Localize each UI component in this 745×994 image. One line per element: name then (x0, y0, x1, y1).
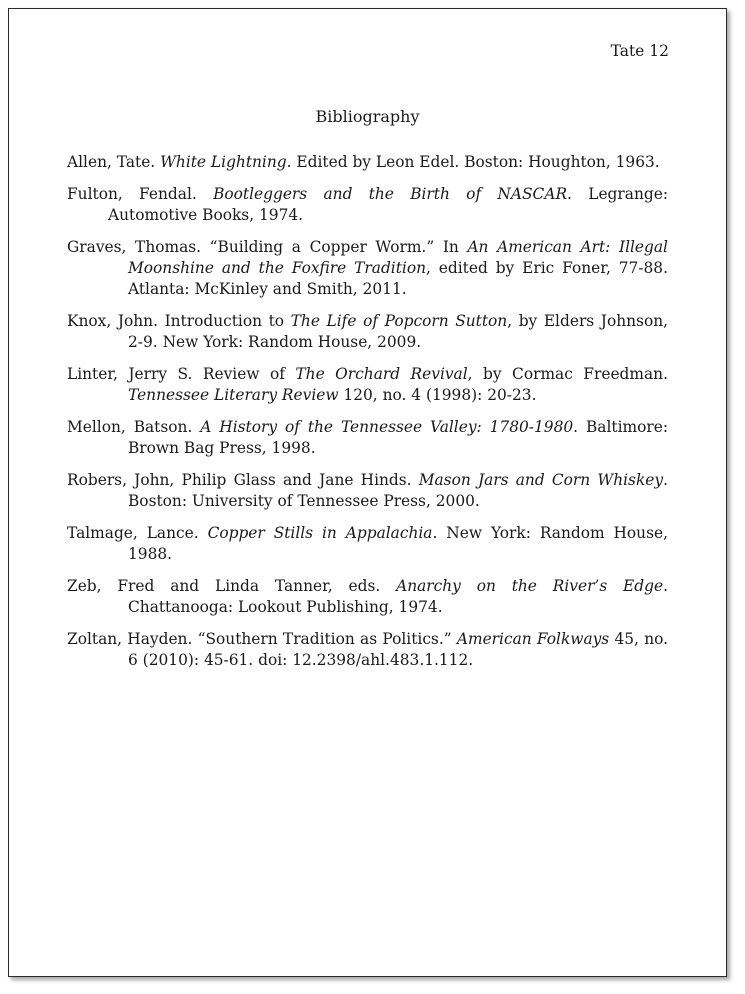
bibliography-entry (67, 576, 668, 618)
entry-text: , by Cormac Freedman. (467, 365, 668, 383)
bibliography-entry (67, 470, 668, 512)
entry-italic-title: American Folkways (456, 630, 610, 648)
bibliography-entry (67, 152, 668, 173)
entry-text: Knox, John. Introduction to (67, 312, 291, 330)
entry-text: Talmage, Lance. (67, 524, 208, 542)
entry-text: . Chattanooga: Lookout Publishing, 1974. (128, 577, 669, 616)
entry-text: Robers, John, Philip Glass and Jane Hinds. (67, 471, 419, 489)
entry-italic-title: Copper Stills in Appalachia (207, 524, 433, 542)
entry-text: Graves, Thomas. “Building a Copper Worm.” In (67, 238, 468, 256)
entry-text: Zeb, Fred and Linda Tanner, eds. (67, 577, 397, 595)
entry-text: . Legrange: Automotive Books, 1974. (108, 185, 669, 224)
entry-italic-title: Tennessee Literary Review (128, 386, 339, 404)
entry-text: , edited by Eric Foner, 77-88. Atlanta: McKinley and Smith, 2011. (128, 259, 668, 298)
entry-text: Mellon, Batson. (67, 418, 201, 436)
document-page (8, 8, 727, 977)
entry-text: . Baltimore: Brown Bag Press, 1998. (128, 418, 669, 457)
bibliography-entry (67, 184, 668, 226)
entry-italic-title: Anarchy on the River’s Edge (396, 577, 664, 595)
bibliography-entry (67, 364, 668, 406)
entry-text: Linter, Jerry S. Review of (67, 365, 296, 383)
bibliography-entry (67, 523, 668, 565)
entry-text: 120, no. 4 (1998): 20-23. (338, 386, 537, 404)
entry-italic-title: The Orchard Revival (295, 365, 468, 383)
entry-text: Zoltan, Hayden. “Southern Tradition as Politics.” (67, 630, 457, 648)
bibliography-entry (67, 417, 668, 459)
entry-italic-title: The Life of Popcorn Sutton (290, 312, 508, 330)
bibliography-entry (67, 311, 668, 353)
entry-text: , by Elders Johnson, 2-9. New York: Random House, 2009. (128, 312, 669, 351)
bibliography-list (67, 152, 668, 682)
entry-italic-title: White Lightning (160, 153, 287, 171)
entry-italic-title: An American Art: Illegal Moonshine and the Foxfire Tradition (128, 238, 668, 277)
entry-italic-title: Bootleggers and the Birth of NASCAR (213, 185, 568, 203)
entry-text: . Edited by Leon Edel. Boston: Houghton, 1963. (286, 153, 660, 171)
running-header: Tate 12 (610, 42, 669, 60)
bibliography-entry (67, 629, 668, 671)
entry-italic-title: Mason Jars and Corn Whiskey (418, 471, 664, 489)
entry-italic-title: A History of the Tennessee Valley: 1780-1980 (200, 418, 574, 436)
bibliography-entry (67, 237, 668, 300)
entry-text: Allen, Tate. (67, 153, 161, 171)
entry-text: . New York: Random House, 1988. (128, 524, 668, 563)
entry-text: 45, no. 6 (2010): 45-61. doi: 12.2398/ahl.483.1.112. (128, 630, 669, 669)
entry-text: . Boston: University of Tennessee Press, 2000. (128, 471, 668, 510)
entry-text: Fulton, Fendal. (67, 185, 214, 203)
page-title: Bibliography (315, 107, 420, 126)
